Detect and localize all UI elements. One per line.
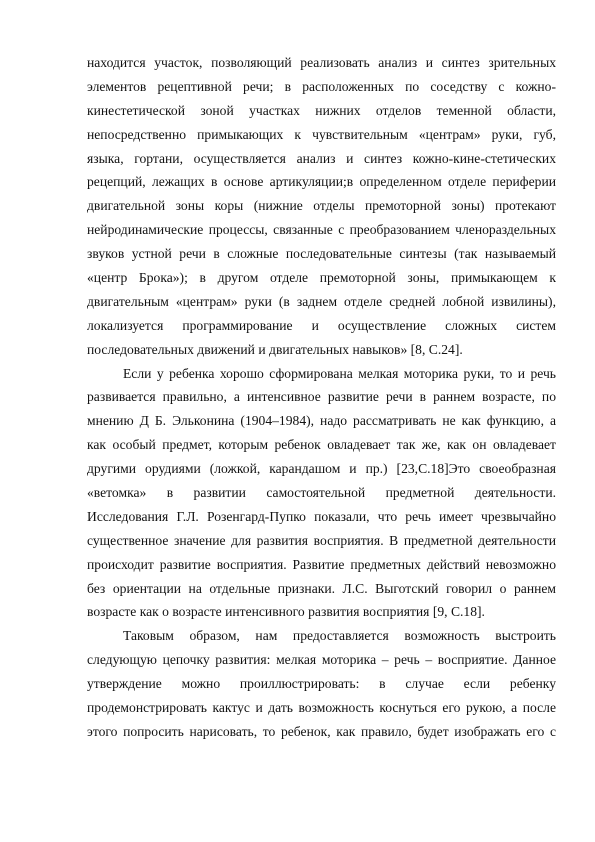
text-line: последовательных движений и двигательных навыков» [8, С.24]. — [87, 341, 463, 357]
text-line: Исследования Г.Л. Розенгард-Пупко показали, что речь имеет чрезвычайно — [87, 508, 556, 524]
text-line: «центр Брока»); в другом отделе премоторной зоны, примыкающем к — [87, 270, 556, 286]
text-line: локализуется программирование и осуществление сложных систем — [87, 317, 556, 333]
text-line: языка, гортани, осуществляется анализ и синтез кожно-кине-стетических — [87, 150, 556, 166]
text-line: кинестетической зоной участках нижних отделов теменной области, — [87, 102, 556, 118]
text-line: Если у ребенка хорошо сформирована мелкая моторика руки, то и речь — [123, 365, 556, 381]
text-line: следующую цепочку развития: мелкая моторика – речь – восприятие. Данное — [87, 652, 556, 668]
text-line: существенное значение для развития восприятия. В предметной деятельности — [87, 532, 556, 548]
text-line: происходит развитие восприятия. Развитие предметных действий невозможно — [87, 556, 556, 572]
text-line: без ориентации на отдельные признаки. Л.С. Выготский говорил о раннем — [87, 580, 556, 596]
text-line: двигательной зоны коры (нижние отделы премоторной зоны) протекают — [87, 198, 556, 214]
text-line: утверждение можно проиллюстрировать: в случае если ребенку — [87, 676, 556, 692]
text-line: нейродинамические процессы, связанные с преобразованием членораздельных — [87, 222, 556, 238]
text-line: развивается правильно, а интенсивное развитие речи в раннем возрасте, по — [87, 389, 556, 405]
text-line: как особый предмет, которым ребенок овладевает так же, как он овладевает — [87, 437, 556, 453]
text-line: «ветомка» в развитии самостоятельной предметной деятельности. — [87, 485, 556, 501]
text-line: мнению Д Б. Эльконина (1904–1984), надо рассматривать не как функцию, а — [87, 413, 556, 429]
text-line: элементов рецептивной речи; в расположенных по соседству с кожно- — [87, 78, 556, 94]
body-text — [87, 51, 556, 744]
text-line: двигательным «центрам» руки (в заднем отделе средней лобной извилины), — [87, 293, 556, 309]
text-line: возрасте как о возрасте интенсивного развития восприятия [9, С.18]. — [87, 604, 485, 620]
text-line: другими орудиями (ложкой, карандашом и пр.) [23,С.18]Это своеобразная — [87, 461, 556, 477]
text-line: продемонстрировать кактус и дать возможность коснуться его рукою, а после — [87, 700, 556, 716]
text-line: находится участок, позволяющий реализовать анализ и синтез зрительных — [87, 55, 556, 70]
text-line: рецепций, лежащих в основе артикуляции;в определенном отделе периферии — [87, 174, 556, 190]
text-line: этого попросить нарисовать, то ребенок, как правило, будет изображать его с — [87, 723, 556, 739]
text-line: непосредственно примыкающих к чувствительным «центрам» руки, губ, — [87, 126, 556, 142]
text-line: звуков устной речи в сложные последовательные синтезы (так называемый — [87, 246, 556, 262]
text-line: Таковым образом, нам предоставляется возможность выстроить — [123, 628, 556, 644]
